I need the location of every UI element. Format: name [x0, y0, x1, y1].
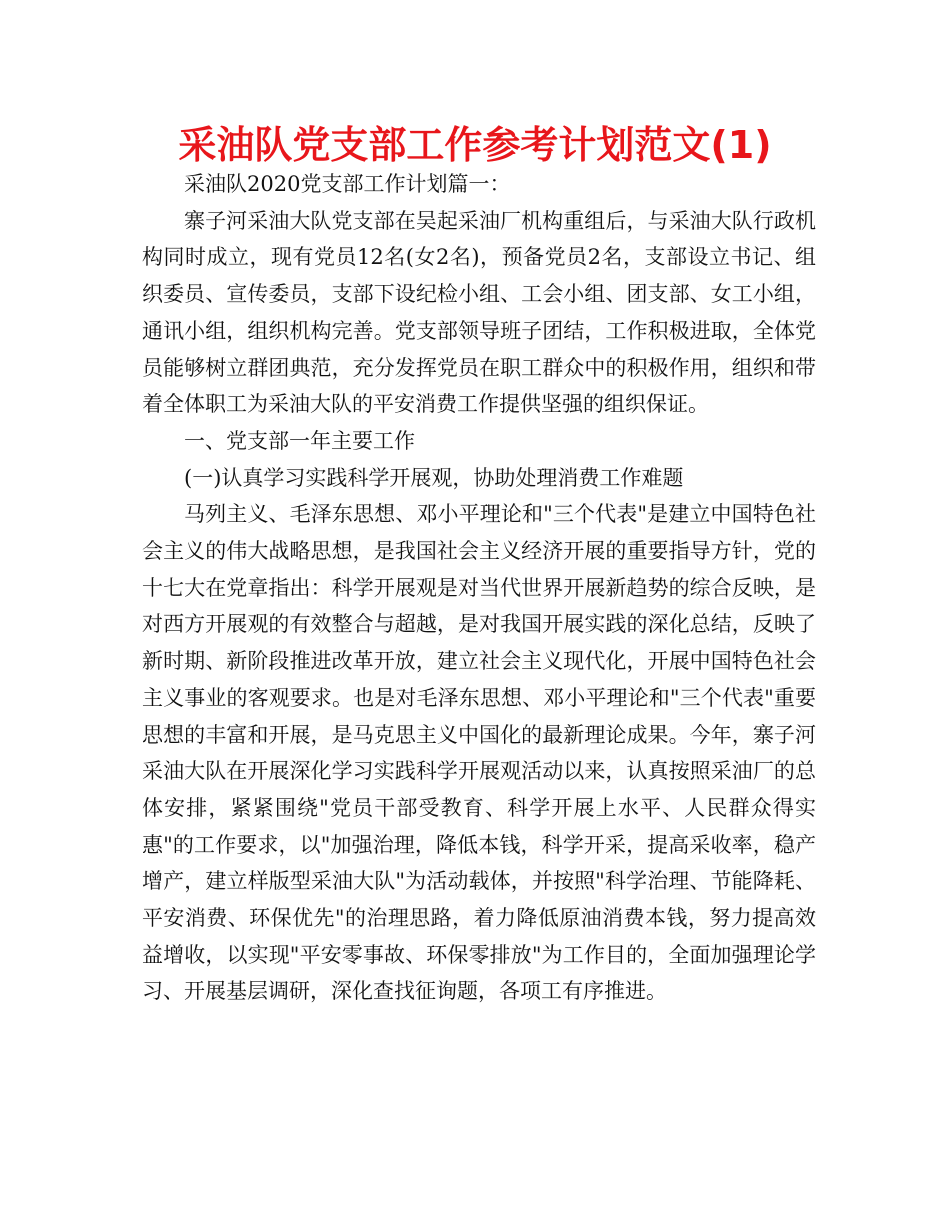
body-paragraph: 寨子河采油大队党支部在吴起采油厂机构重组后，与采油大队行政机构同时成立，现有党员12名(女2名)，预备党员2名，支部设立书记、组织委员、宣传委员，支部下设纪检小组、工会小组、团支部、女工小组，通讯小组，组织机构完善。党支部领导班子团结，工作积极进取，全体党员能够树立群团典范，充分发挥党员在职工群众中的积极作用，组织和带着全体职工为采油大队的平安消费工作提供坚强的组织保证。 [142, 208, 816, 417]
body-paragraph: 马列主义、毛泽东思想、邓小平理论和"三个代表"是建立中国特色社会主义的伟大战略思想，是我国社会主义经济开展的重要指导方针，党的十七大在党章指出：科学开展观是对当代世界开展新趋势的综合反映，是对西方开展观的有效整合与超越，是对我国开展实践的深化总结，反映了新时期、新阶段推进改革开放，建立社会主义现代化，开展中国特色社会主义事业的客观要求。也是对毛泽东思想、邓小平理论和"三个代表"重要思想的丰富和开展，是马克思主义中国化的最新理论成果。今年，寨子河采油大队在开展深化学习实践科学开展观活动以来，认真按照采油厂的总体安排，紧紧围绕"党员干部受教育、科学开展上水平、人民群众得实惠"的工作要求，以"加强治理，降低本钱，科学开采，提高采收率，稳产增产，建立样版型采油大队"为活动载体，并按照"科学治理、节能降耗、平安消费、环保优先"的治理思路，着力降低原油消费本钱，努力提高效益增收，以实现"平安零事故、环保零排放"为工作目的，全面加强理论学习、开展基层调研，深化查找征询题，各项工有序推进。 [142, 502, 816, 1004]
subsection-heading: (一)认真学习实践科学开展观，协助处理消费工作难题 [184, 465, 684, 490]
document-title: 采油队党支部工作参考计划范文(1) [178, 123, 772, 167]
subtitle-paragraph: 采油队2020党支部工作计划篇一： [184, 172, 511, 196]
document-body [142, 166, 816, 1010]
section-heading: 一、党支部一年主要工作 [184, 428, 415, 453]
